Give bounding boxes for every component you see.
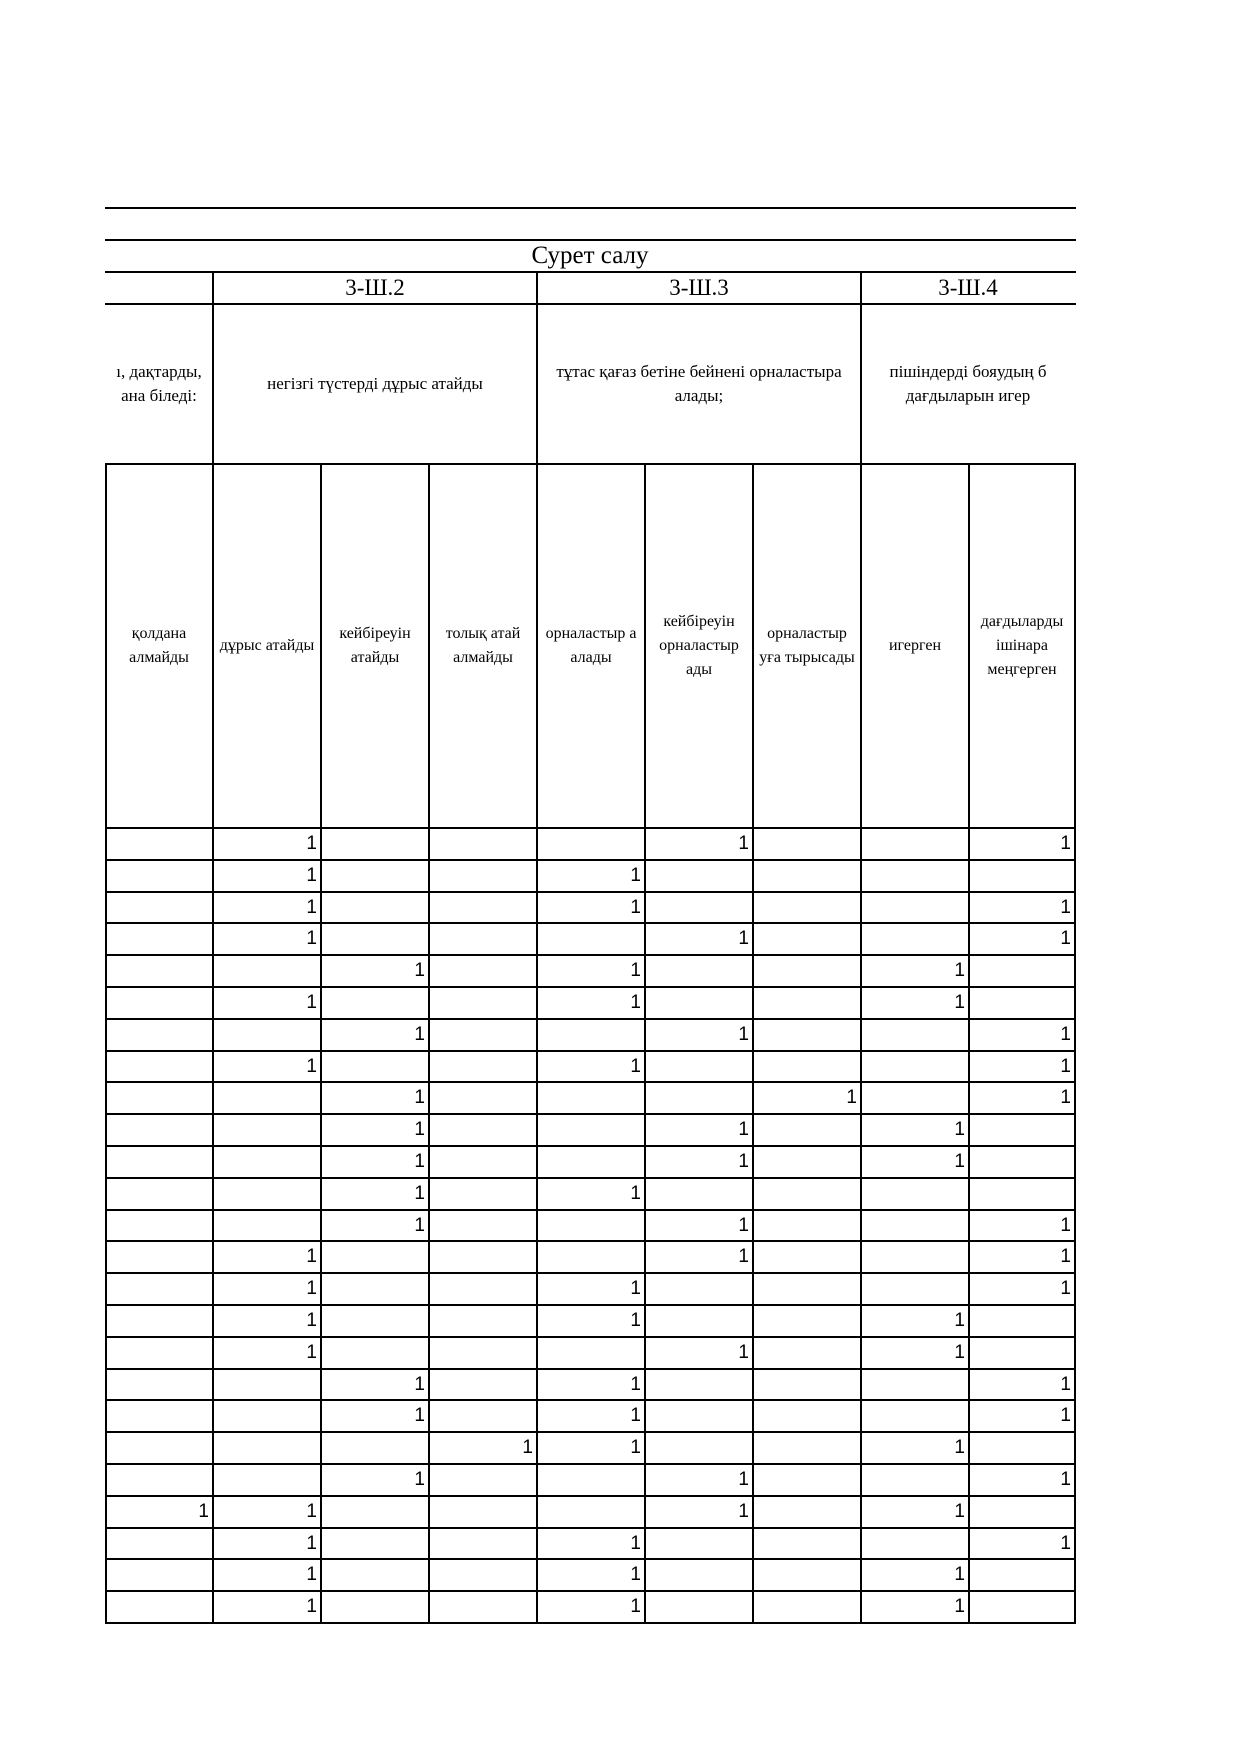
table-cell: 1	[306, 1278, 317, 1300]
table-cell: 1	[630, 1405, 641, 1427]
table-cell: 1	[630, 1182, 641, 1204]
table-cell: 1	[954, 1119, 965, 1141]
table-cell: 1	[306, 1310, 317, 1331]
table-cell: 1	[954, 1596, 965, 1618]
table-cell: 1	[738, 1214, 749, 1236]
table-cell: 1	[630, 1532, 641, 1554]
table-cell: 1	[738, 1500, 749, 1522]
column-divider	[752, 464, 754, 1624]
column-header: қолдана алмайды	[129, 625, 189, 666]
table-cell: 1	[954, 960, 965, 982]
column-header: дұрыс атайды	[219, 637, 315, 654]
group-code: 3-Ш.4	[938, 275, 998, 300]
table-cell: 1	[954, 1310, 965, 1331]
table-cell: 1	[306, 928, 317, 950]
table-cell: 1	[954, 1500, 965, 1522]
table-cell: 1	[1060, 896, 1071, 918]
group-divider	[212, 272, 214, 1624]
column-header: орналастыр а алады	[545, 625, 637, 666]
group-code	[105, 273, 213, 304]
column-header: толық атай алмайды	[445, 625, 521, 666]
table-cell: 1	[1060, 1087, 1071, 1109]
table-cell: 1	[306, 1341, 317, 1363]
table-cell: 1	[522, 1437, 533, 1459]
row-rule	[105, 1463, 1076, 1465]
group-description: пішіндерді бояудың б дағдыларын игер	[889, 362, 1047, 405]
group-code: 3-Ш.2	[345, 275, 405, 300]
table-cell: 1	[306, 864, 317, 886]
row-rule	[105, 1622, 1076, 1624]
table-cell: 1	[1060, 928, 1071, 950]
table-cell: 1	[630, 864, 641, 886]
table-cell: 1	[198, 1500, 209, 1522]
table-cell: 1	[738, 833, 749, 854]
table-cell: 1	[738, 1119, 749, 1141]
table-cell: 1	[738, 1341, 749, 1363]
table-cell: 1	[630, 1055, 641, 1077]
table-cell: 1	[630, 896, 641, 918]
table-cell: 1	[414, 960, 425, 982]
table-cell: 1	[1060, 1214, 1071, 1236]
table-cell: 1	[1060, 1405, 1071, 1427]
table-cell: 1	[1060, 1469, 1071, 1490]
table-cell: 1	[414, 1119, 425, 1141]
table-cell: 1	[1060, 833, 1071, 854]
column-header: кейбіреуін орналастыр ады	[659, 613, 739, 678]
table-cell: 1	[306, 1596, 317, 1618]
column-header: кейбіреуін атайды	[339, 625, 411, 666]
table-cell: 1	[306, 1564, 317, 1586]
left-border	[105, 464, 107, 1624]
table-cell: 1	[738, 1023, 749, 1045]
code-rule	[105, 303, 1076, 305]
column-divider	[320, 464, 322, 1624]
group-description: тұтас қағаз бетіне бейнені орналастыра алады;	[556, 362, 842, 405]
table-cell: 1	[1060, 1532, 1071, 1554]
group-divider	[860, 272, 862, 1624]
table-cell: 1	[414, 1182, 425, 1204]
table-cell: 1	[630, 1373, 641, 1395]
table-cell: 1	[306, 1532, 317, 1554]
table-cell: 1	[414, 1023, 425, 1045]
column-divider	[644, 464, 646, 1624]
right-border	[1074, 464, 1076, 1624]
table-cell: 1	[630, 1310, 641, 1331]
table-cell: 1	[414, 1373, 425, 1395]
table-cell: 1	[630, 992, 641, 1013]
table-cell: 1	[630, 1278, 641, 1300]
group-code: 3-Ш.3	[669, 275, 729, 300]
column-divider	[968, 464, 970, 1624]
row-rule	[105, 1081, 1076, 1083]
group-description: ı, дақтарды, ана біледі:	[116, 362, 202, 405]
table-cell: 1	[630, 1564, 641, 1586]
table-cell: 1	[306, 1055, 317, 1077]
table-cell: 1	[306, 1500, 317, 1522]
column-header: орналастыр уға тырысады	[759, 625, 855, 666]
table-cell: 1	[954, 1564, 965, 1586]
table-cell: 1	[846, 1087, 857, 1109]
table-cell: 1	[414, 1469, 425, 1490]
table-cell: 1	[414, 1087, 425, 1109]
table-cell: 1	[1060, 1023, 1071, 1045]
table-cell: 1	[738, 1246, 749, 1268]
table-cell: 1	[306, 1246, 317, 1268]
table-cell: 1	[738, 1469, 749, 1490]
table-cell: 1	[414, 1405, 425, 1427]
row-rule	[105, 1018, 1076, 1020]
table-cell: 1	[738, 928, 749, 950]
table-cell: 1	[306, 896, 317, 918]
row-rule	[105, 1209, 1076, 1211]
table-cell: 1	[306, 992, 317, 1013]
top-rule	[105, 207, 1076, 209]
table-cell: 1	[630, 960, 641, 982]
table-cell: 1	[1060, 1055, 1071, 1077]
table-cell: 1	[954, 992, 965, 1013]
section-title: Сурет салу	[531, 242, 649, 269]
table-cell: 1	[954, 1341, 965, 1363]
table-cell: 1	[1060, 1373, 1071, 1395]
table-cell: 1	[306, 833, 317, 854]
column-divider	[428, 464, 430, 1624]
table-cell: 1	[630, 1437, 641, 1459]
table-cell: 1	[738, 1151, 749, 1172]
group-description: негізгі түстерді дұрыс атайды	[267, 374, 483, 393]
column-header: игерген	[888, 637, 942, 654]
column-header: дағдыларды ішінара меңгерген	[980, 613, 1064, 678]
table-cell: 1	[1060, 1246, 1071, 1268]
description-rule	[105, 463, 1076, 465]
table-cell: 1	[414, 1151, 425, 1172]
group-divider	[536, 272, 538, 1624]
table-cell: 1	[1060, 1278, 1071, 1300]
table-cell: 1	[630, 1596, 641, 1618]
table-cell: 1	[414, 1214, 425, 1236]
table-cell: 1	[954, 1151, 965, 1172]
table-cell: 1	[954, 1437, 965, 1459]
